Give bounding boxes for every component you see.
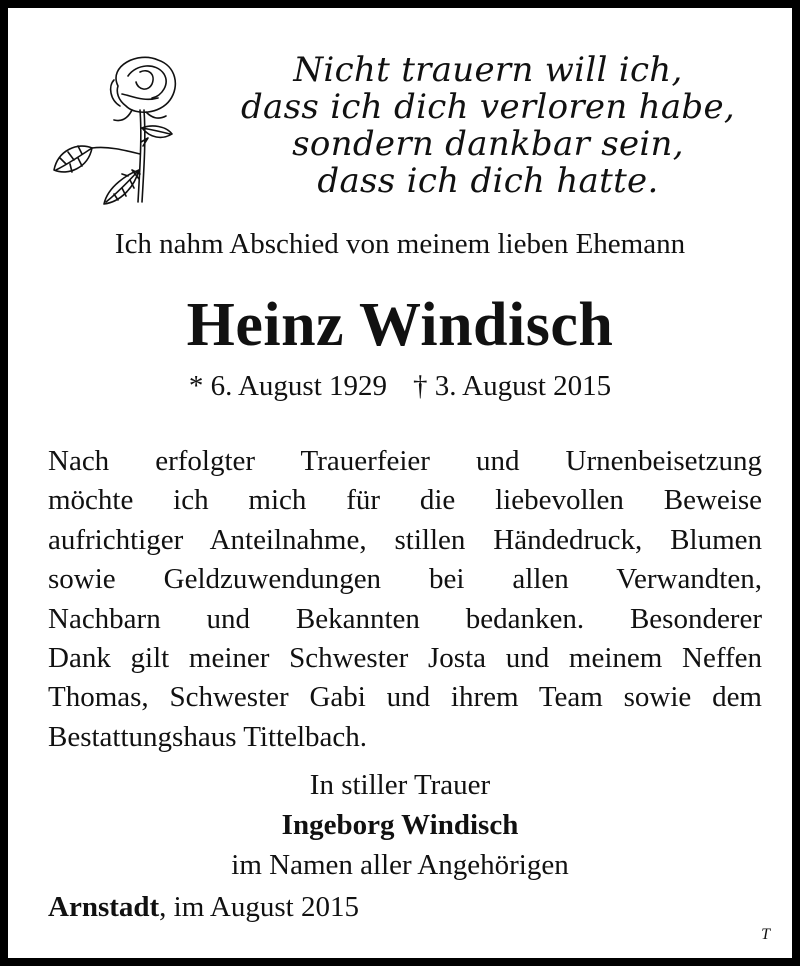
poem-line: Nicht trauern will ich, [293,50,683,90]
signer-name: Ingeborg Windisch [281,809,519,841]
birth-date: * 6. August 1929 [188,370,387,402]
paragraph-line: Nachbarn und Bekannten bedanken. Besonderer [48,602,762,635]
rose-icon [48,46,208,206]
city-name: Arnstadt [48,891,160,923]
intro-text: Ich nahm Abschied von meinem lieben Ehemann [114,228,686,260]
life-dates [8,370,792,403]
place-date-rest: , im August 2015 [159,891,359,923]
paragraph-line: Nach erfolgter Trauerfeier und Urnenbeisetzung [48,445,762,477]
poem-line: sondern dankbar sein, [292,124,684,164]
closing-block [8,765,792,885]
family-note: im Namen aller Angehörigen [231,849,569,881]
paragraph-line: Bestattungshaus Tittelbach. [48,720,367,753]
paragraph-line: möchte ich mich für die liebevollen Beweise [48,484,762,517]
paragraph-line: aufrichtiger Anteilnahme, stillen Händedruck, Blumen [48,523,762,556]
place-date [48,891,359,924]
paragraph-line: Thomas, Schwester Gabi und ihrem Team sowie dem [48,681,762,714]
corner-mark: T [761,926,770,943]
deceased-name: Heinz Windisch [186,291,614,359]
poem-line: dass ich dich hatte. [317,161,659,201]
paragraph-line: sowie Geldzuwendungen bei allen Verwandten, [48,563,762,596]
mourning-phrase: In stiller Trauer [309,769,491,801]
poem-line: dass ich dich verloren habe, [240,87,735,127]
thanks-paragraph [48,442,762,757]
paragraph-line: Dank gilt meiner Schwester Josta und meinem Neffen [48,641,762,674]
memorial-poem [238,52,738,200]
death-date: † 3. August 2015 [413,370,612,402]
